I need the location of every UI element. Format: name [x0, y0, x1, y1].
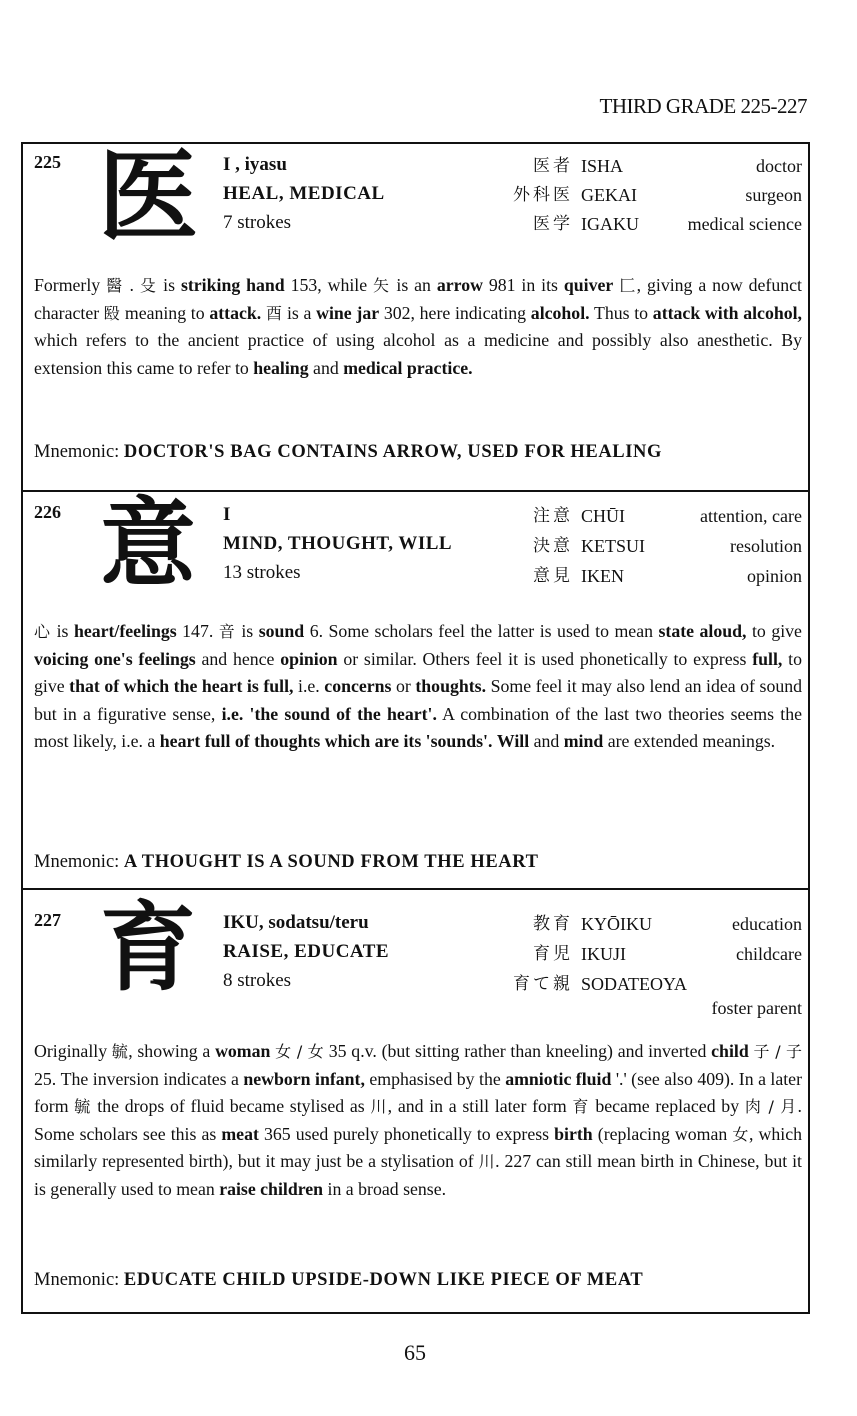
text-run: 365 used purely phonetically to express: [263, 1123, 550, 1144]
glyph-icon: 女 / 女: [275, 1042, 324, 1061]
bold-term: voicing one's feelings: [34, 648, 196, 669]
bold-term: attack with alcohol,: [652, 302, 802, 323]
mnemonic-label: Mnemonic:: [34, 852, 120, 872]
compound-reading: ISHA: [581, 156, 624, 176]
text-run: Thus to: [593, 302, 649, 323]
compound-english: foster parent: [711, 998, 802, 1018]
mnemonic-text: A THOUGHT IS A SOUND FROM THE HEART: [123, 852, 539, 872]
glyph-icon: 矢: [373, 276, 391, 295]
bold-term: i.e. 'the sound of the heart'.: [221, 703, 437, 724]
text-run: emphasised by the: [369, 1068, 501, 1089]
text-run: Some feel it may also lend an idea of sound but in a figurative sense,: [34, 676, 803, 724]
text-run: . 227 can still mean birth in Chinese, but it is generally used to mean: [34, 1151, 802, 1199]
bold-term: wine jar: [316, 302, 380, 323]
compound-english: medical science: [687, 214, 802, 234]
kanji-entry-227: [23, 888, 808, 1314]
text-run: and: [313, 357, 339, 378]
bold-term: healing: [253, 357, 309, 378]
compound-kanji: 決意: [533, 536, 573, 556]
compound-kanji: 外科医: [513, 185, 573, 205]
mnemonic: [34, 442, 662, 463]
bold-term: thoughts.: [415, 676, 487, 697]
compound-english: resolution: [730, 536, 802, 556]
compound-kanji: 育て親: [513, 974, 573, 994]
etymology-paragraph: [34, 618, 802, 756]
running-header: THIRD GRADE 225-227: [599, 94, 807, 118]
text-run: A combination of the last two theories seems the most likely, i.e. a: [34, 703, 802, 752]
compound-kanji: 医学: [533, 214, 573, 234]
bold-term: striking hand: [180, 275, 285, 295]
compound-kanji: 意見: [533, 566, 573, 586]
mnemonic-text: DOCTOR'S BAG CONTAINS ARROW, USED FOR HEALING: [123, 442, 662, 462]
text-run: Originally: [34, 1041, 108, 1061]
text-run: is: [56, 621, 69, 641]
compound-english: attention, care: [700, 506, 802, 526]
glyph-icon: 肉 / 月: [744, 1097, 798, 1117]
glyph-icon: 毓: [74, 1097, 92, 1117]
on-kun-reading: I , iyasu: [223, 154, 287, 175]
text-run: Formerly: [34, 275, 101, 295]
compound-reading: IGAKU: [581, 214, 639, 234]
text-run: , showing a: [128, 1041, 211, 1061]
compound-reading: KYŌIKU: [581, 914, 652, 934]
glyph-icon: 女: [732, 1124, 749, 1144]
text-run: 153, while: [290, 275, 368, 295]
glyph-icon: 川: [478, 1152, 496, 1172]
compound-english: surgeon: [745, 185, 802, 205]
text-run: is a: [286, 302, 312, 323]
headword-kanji: 育: [100, 891, 196, 1004]
mnemonic-label: Mnemonic:: [34, 1270, 120, 1290]
text-run: , and in a still later form: [387, 1096, 567, 1117]
bold-term: opinion: [280, 648, 338, 669]
bold-term: that of which the heart is full,: [69, 676, 294, 697]
on-kun-reading: I: [223, 504, 231, 525]
text-run: (see also 409). In a later form: [34, 1068, 802, 1117]
kanji-entry-226: [23, 487, 808, 890]
bold-term: heart full of thoughts which are its 'sounds'.: [159, 731, 493, 752]
bold-term: full,: [752, 648, 783, 669]
glyph-icon: 子 / 子: [753, 1042, 802, 1061]
bold-term: arrow: [436, 275, 483, 295]
text-run: . Some scholars see this as: [34, 1096, 802, 1144]
mnemonic-text: EDUCATE CHILD UPSIDE-DOWN LIKE PIECE OF MEAT: [123, 1270, 644, 1290]
compound-reading: GEKAI: [581, 185, 637, 205]
compound-reading: CHŪI: [581, 506, 625, 526]
compound-english: opinion: [746, 566, 802, 586]
mnemonic: [34, 1270, 643, 1291]
bold-term: state aloud,: [658, 621, 747, 641]
compound-reading: SODATEOYA: [581, 974, 688, 994]
bold-term: Will: [496, 731, 530, 752]
etymology-paragraph: [34, 272, 802, 382]
mnemonic: [34, 852, 539, 873]
compound-kanji: 育児: [533, 944, 573, 964]
bold-term: amniotic fluid: [505, 1068, 612, 1089]
glyph-icon: 川: [370, 1097, 388, 1117]
bold-term: woman: [215, 1041, 271, 1061]
glyph-icon: 匚: [619, 276, 637, 295]
bold-term: attack.: [209, 302, 262, 323]
text-run: is: [241, 621, 254, 641]
stroke-count: 13 strokes: [223, 562, 301, 583]
bold-term: heart/feelings: [73, 621, 177, 641]
glyph-icon: '.': [615, 1068, 627, 1089]
meaning: RAISE, EDUCATE: [223, 941, 390, 962]
compound-reading: KETSUI: [581, 536, 645, 556]
bold-term: alcohol.: [530, 302, 590, 323]
kanji-entries-frame: [21, 137, 810, 1314]
compound-reading: IKEN: [581, 566, 624, 586]
kanji-entry-225: [23, 137, 808, 490]
text-run: is an: [396, 275, 431, 295]
compound-kanji: 医者: [533, 156, 573, 176]
text-run: 981 in its: [488, 275, 558, 295]
text-run: i.e.: [298, 676, 320, 697]
headword-kanji: 意: [100, 487, 196, 600]
stroke-count: 7 strokes: [223, 212, 292, 233]
compound-english: doctor: [756, 156, 802, 176]
etymology-paragraph: [34, 1038, 802, 1204]
text-run: 35 q.v. (but sitting rather than kneeling) and inverted: [328, 1041, 707, 1061]
glyph-icon: 育: [572, 1097, 590, 1117]
bold-term: mind: [563, 731, 604, 752]
compound-kanji: 教育: [533, 914, 573, 934]
text-run: is: [163, 275, 176, 295]
entry-info: [223, 150, 385, 237]
entry-number: 226: [34, 502, 61, 522]
text-run: are extended meanings.: [607, 731, 776, 752]
bold-term: sound: [258, 621, 305, 641]
mnemonic-label: Mnemonic:: [34, 442, 120, 462]
glyph-icon: 醫: [106, 276, 124, 295]
text-run: which refers to the ancient practice of using alcohol as a medicine and possibly also anesthetic. By extension this came to refer to: [34, 330, 802, 378]
text-run: and: [533, 731, 560, 752]
text-run: or similar. Others feel it is used phonetically to express: [343, 648, 747, 669]
text-run: , giving a now defunct character: [34, 275, 802, 323]
headword-kanji: 医: [98, 137, 198, 255]
bold-term: concerns: [324, 676, 392, 697]
meaning: HEAL, MEDICAL: [223, 183, 385, 204]
glyph-icon: 音: [218, 622, 236, 641]
entry-info: [223, 908, 389, 995]
compound-reading: IKUJI: [581, 944, 626, 964]
text-run: and hence: [201, 648, 275, 669]
text-run: or: [396, 676, 411, 697]
bold-term: newborn infant,: [243, 1068, 365, 1089]
text-run: , which similarly represented birth), but it may just be a stylisation of: [34, 1123, 802, 1172]
compound-english: childcare: [736, 944, 802, 964]
bold-term: meat: [221, 1123, 259, 1144]
text-run: meaning to: [124, 302, 205, 323]
glyph-icon: 酉: [265, 303, 283, 323]
bold-term: birth: [554, 1123, 593, 1144]
meaning: MIND, THOUGHT, WILL: [223, 533, 453, 554]
glyph-icon: 心: [34, 622, 52, 641]
text-run: 6. Some scholars feel the latter is used to mean: [309, 621, 653, 641]
entry-info: [223, 500, 452, 587]
text-run: became replaced by: [595, 1096, 740, 1117]
on-kun-reading: IKU, sodatsu/teru: [223, 912, 369, 933]
glyph-icon: 毓: [111, 1042, 129, 1061]
bold-term: medical practice.: [343, 357, 473, 378]
text-run: 25. The inversion indicates a: [34, 1068, 239, 1089]
text-run: (replacing woman: [597, 1123, 728, 1144]
text-run: 302, here indicating: [383, 302, 527, 323]
bold-term: raise children: [219, 1178, 324, 1199]
text-run: to give: [34, 648, 802, 697]
compound-english: education: [732, 914, 802, 934]
bold-term: quiver: [563, 275, 614, 295]
text-run: the drops of fluid became stylised as: [97, 1096, 365, 1117]
text-run: .: [129, 275, 134, 295]
entry-number: 225: [34, 152, 61, 172]
compound-kanji: 注意: [533, 506, 573, 526]
text-run: 147.: [182, 621, 214, 641]
entry-number: 227: [34, 910, 61, 930]
text-run: to give: [751, 621, 802, 641]
page-number: 65: [404, 1340, 426, 1365]
glyph-icon: 殹: [103, 303, 121, 323]
glyph-icon: 殳: [139, 276, 158, 295]
bold-term: child: [711, 1041, 749, 1061]
text-run: in a broad sense.: [327, 1178, 447, 1199]
stroke-count: 8 strokes: [223, 970, 292, 991]
